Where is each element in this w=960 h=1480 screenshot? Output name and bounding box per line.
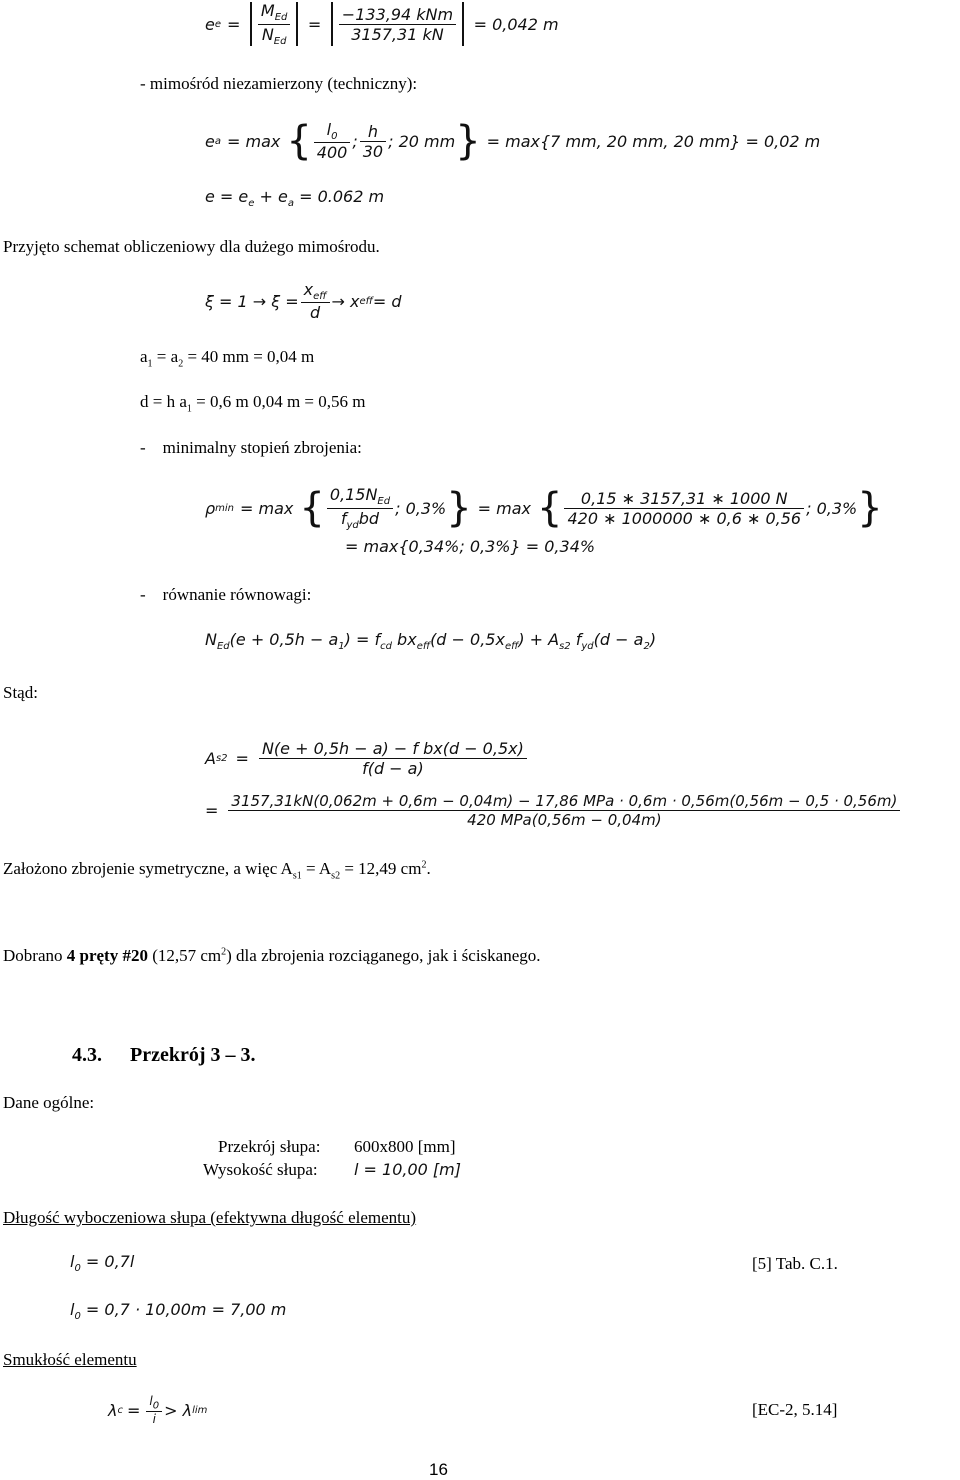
reference-tab-c1: [5] Tab. C.1. — [752, 1254, 838, 1273]
eq-ee-moment: −133,94 kNm — [339, 5, 456, 25]
imperfection-label: - mimośród niezamierzony (techniczny): — [140, 74, 418, 93]
scheme-text: Przyjęto schemat obliczeniowy dla dużego mimośrodu. — [3, 237, 380, 256]
cover-line: $a_1 = a_2 = 40$ mm = 0,04 m — [140, 347, 315, 370]
eq-ea-result: = max{7 mm, 20 mm, 20 mm} = 0,02 m — [486, 131, 821, 151]
page-number: 16 — [429, 1460, 448, 1479]
rho-min-result: = max{0,34%; 0,3%} = 0,34% — [345, 537, 596, 556]
rho-min-equation: ρ min = max { $\frac{0,15N_{Ed}}{f_{yd}bd}$ ; 0,3% } = max { $\frac{0,15 ∗ 3157,31 ∗ 1000 N}{420 ∗ 1000000 ∗ 0,6 ∗ 0,56}$ ; 0,3% } — [205, 485, 883, 531]
eq-ee-lhs: e — [205, 14, 215, 34]
equilibrium-equation: $N_{Ed}(e + 0,5h - a_1) = f_{cd}$ $bx_{eff}(d - 0,5x_{eff}) + A_{s2}$ $f_{yd}(d - a_2)$ — [205, 630, 657, 653]
symmetric-reinforcement-text: Założono zbrojenie symetryczne, a więc $A_{s1} = A_{s2} = 12,49$ $cm^2$. — [3, 859, 431, 882]
as2-equation: A s2 = $\frac{\text{N(e + 0,5h − a) − f bx(d − 0,5x)}}{f(d - a)}$ — [205, 728, 529, 788]
chosen-bars-text: Dobrano 4 pręty #20 (12,57 $cm^2$) dla zbrojenia rozciąganego, jak i ściskanego. — [3, 946, 541, 965]
column-section-value: 600x800 [mm] — [354, 1137, 456, 1156]
l0-value: $l_0 = 0,7 \cdot 10,00m = 7,00$ m — [70, 1300, 287, 1323]
eq-ee-force: 3157,31 kN — [351, 24, 444, 44]
lambda-equation: λ c = $\frac{l_0}{i}$ > λ lim — [108, 1393, 208, 1427]
section-title: Przekrój 3 – 3. — [130, 1044, 256, 1066]
eq-ee-result: = 0,042 m — [473, 14, 559, 34]
column-height-value: l = 10,00 [m] — [354, 1160, 461, 1179]
effective-depth-line: d = h $a_1 = 0,6$ m 0,04 m = 0,56 m — [140, 392, 366, 415]
stad-label: Stąd: — [3, 683, 38, 702]
imperfection-equation: e a = max { $\frac{l_0}{400}$ ; $\frac{h}{30}$ ; 20 mm } = max{7 mm, 20 mm, 20 mm} = 0,02 m — [205, 118, 821, 164]
section-heading — [72, 1044, 256, 1067]
total-eccentricity-equation: $e = e_e + e_a = 0.062$ m — [205, 187, 385, 210]
reference-ec2: [EC-2, 5.14] — [752, 1400, 838, 1419]
l0-formula: $l_0 = 0,7l$ — [70, 1252, 135, 1275]
buckling-length-heading: Długość wyboczeniowa słupa (efektywna długość elementu) — [3, 1208, 417, 1227]
equilibrium-label: - równanie równowagi: — [140, 585, 312, 604]
xi-equation: ξ = 1 → ξ = $\frac{x_{eff}}{d}$ → x eff = d — [205, 279, 402, 323]
slenderness-heading: Smukłość elementu — [3, 1350, 137, 1369]
section-number: 4.3. — [72, 1044, 102, 1066]
eccentricity-equation: e e = $\frac{M_{Ed}}{N_{Ed}}$ = $\frac{\text{−133,94 kNm}}{3157,31 kN}$ = 0,042 m — [205, 1, 559, 47]
column-height-label: Wysokość słupa: — [203, 1160, 318, 1179]
column-section-label: Przekrój słupa: — [218, 1137, 321, 1156]
min-reinforcement-label: - minimalny stopień zbrojenia: — [140, 438, 362, 457]
as2-numeric: = 3157,31kN(0,062m + 0,6m − 0,04m) − 17,86 MPa · 0,6m · 0,56m(0,56m − 0,5 · 0,56m) 420 MPa(0,56m − 0,04m) — [205, 782, 902, 838]
general-data-label: Dane ogólne: — [3, 1093, 95, 1112]
